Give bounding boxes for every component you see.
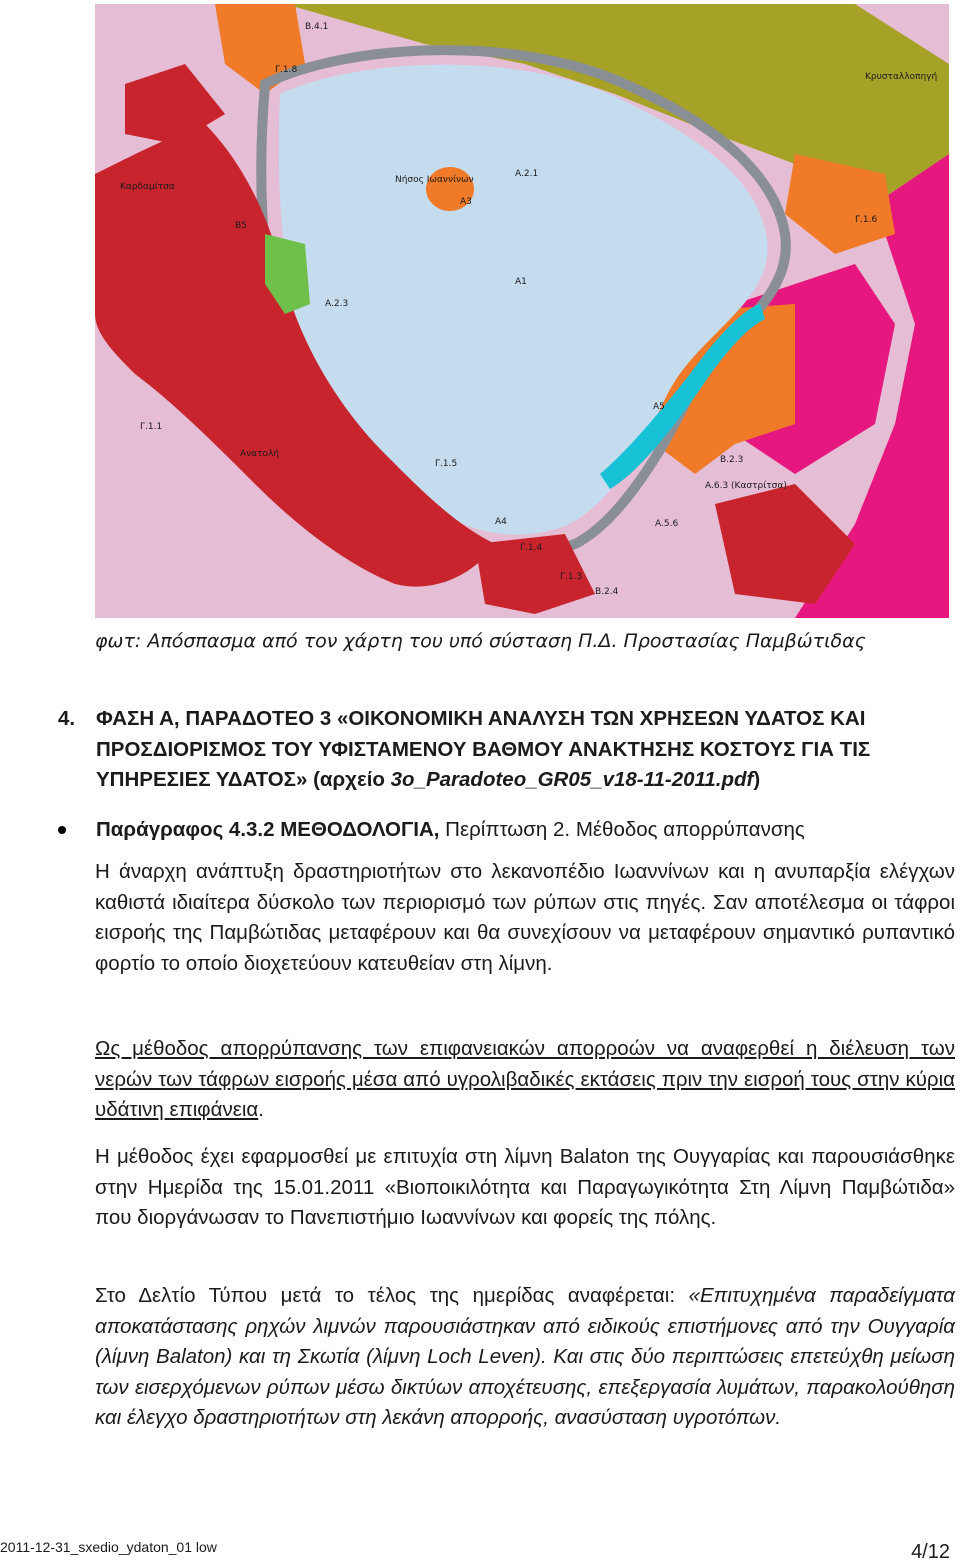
paragraph-2: [95, 1034, 955, 1126]
figure-caption: φωτ: Απόσπασμα από τον χάρτη του υπό σύσταση Π.Δ. Προστασίας Παμβώτιδας: [95, 630, 866, 652]
map-label: A4: [495, 517, 507, 527]
paragraph-3: Η μέθοδος έχει εφαρμοσθεί με επιτυχία στη λίμνη Balaton της Ουγγαρίας και παρουσιάσθηκε στην Ημερίδα της 15.01.2011 «Βιοποικιλότητα και Παραγωγικότητα Στη Λίμνη Παμβώτιδα» που διοργάνωσαν το Πανεπιστήμιο Ιωαννίνων και φορείς της πόλης.: [95, 1145, 955, 1230]
map-label: Γ.1.1: [140, 422, 163, 432]
page-number: 4/12: [911, 1541, 950, 1563]
map-label: A3: [460, 197, 472, 207]
paragraph-4-normal: Στο Δελτίο Τύπου μετά το τέλος της ημερίδας αναφέρεται:: [95, 1284, 689, 1307]
map-label: A.6.3 (Καστρίτσα): [705, 481, 787, 491]
paragraph-4-quote: «Επιτυχημένα παραδείγματα αποκατάστασης ρηχών λιμνών παρουσιάστηκαν από ειδικούς επιστήμονες από την Ουγγαρία (λίμνη Balaton) και τη Σκωτία (λίμνη Loch Leven). Και στις δύο περιπτώσεις επετεύχθη μείωση των εισερχόμενων ρύπων μέσω δικτύων αποχέτευσης, επεξεργασία λυμάτων, παρακολούθηση και έλεγχο δραστηριοτήτων στη λεκάνη απορροής, ανασύσταση υγροτόπων.: [95, 1284, 956, 1430]
section-title-text: ΦΑΣΗ Α, ΠΑΡΑΔΟΤΕΟ 3 «ΟΙΚΟΝΟΜΙΚΗ ΑΝΑΛΥΣΗ ΤΩΝ ΧΡΗΣΕΩΝ ΥΔΑΤΟΣ ΚΑΙ ΠΡΟΣΔΙΟΡΙΣΜΟΣ ΤΟΥ ΥΦΙΣΤΑΜΕΝΟΥ ΒΑΘΜΟΥ ΑΝΑΚΤΗΣΗΣ ΚΟΣΤΟΥΣ ΓΙΑ ΤΙΣ ΥΠΗΡΕΣΙΕΣ ΥΔΑΤΟΣ» (αρχείο: [96, 707, 871, 791]
footer-filename: 2011-12-31_sxedio_ydaton_01 low: [0, 1539, 217, 1555]
section-file-name: 3o_Paradoteo_GR05_v18-11-2011.pdf: [390, 768, 754, 791]
bullet-dot: [58, 826, 66, 834]
section-title-close: ): [753, 768, 761, 791]
map-label: Γ.1.3: [560, 572, 583, 582]
paragraph-1: Η άναρχη ανάπτυξη δραστηριοτήτων στο λεκανοπέδιο Ιωαννίνων και η ανυπαρξία ελέγχων καθιστά ιδιαίτερα δύσκολο των περιορισμό των ρύπων στις πηγές. Σαν αποτέλεσμα οι τάφροι εισροής της Παμβώτιδας μεταφέρουν και θα συνεχίσουν να μεταφέρουν σημαντικό ρυπαντικό φορτίο το οποίο διοχετεύουν κατευθείαν στη λίμνη.: [95, 860, 955, 975]
bullet-rest: Περίπτωση 2. Μέθοδος απορρύπανσης: [439, 818, 805, 841]
bullet-text: [96, 815, 958, 845]
map-label: B5: [235, 221, 247, 231]
map-label: A.5.6: [655, 519, 679, 529]
section-heading: [58, 704, 958, 796]
bullet-bold: Παράγραφος 4.3.2 ΜΕΘΟΔΟΛΟΓΙΑ,: [96, 818, 440, 841]
map-label: Γ.1.5: [435, 459, 458, 469]
map-label: Νήσος Ιωαννίνων: [395, 175, 474, 185]
map-label: A.2.3: [325, 299, 349, 309]
section-number: 4.: [58, 707, 76, 730]
map-label: Γ.1.8: [275, 65, 298, 75]
bullet-item: [58, 815, 958, 845]
map-label: B.2.4: [595, 587, 619, 597]
map-label: Κρυσταλλοπηγή: [865, 72, 938, 82]
paragraph-2-end: .: [258, 1098, 264, 1122]
map-label: A1: [515, 277, 527, 287]
paragraph-4: [95, 1281, 955, 1434]
section-title: [96, 704, 958, 796]
map-label: A.2.1: [515, 169, 539, 179]
map-label: B.2.3: [720, 455, 744, 465]
map-label: B.4.1: [305, 22, 329, 32]
map-label: Γ.1.4: [520, 543, 543, 553]
map-figure: [95, 4, 949, 618]
map-label: Καρδαμίτσα: [120, 182, 175, 192]
map-label: A5: [653, 402, 665, 412]
paragraph-2-underlined: Ως μέθοδος απορρύπανσης των επιφανειακών απορροών να αναφερθεί η διέλευση των νερών των τάφρων εισροής μέσα από υγρολιβαδικές εκτάσεις πριν την εισροή τους στην κύρια υδάτινη επιφάνεια: [95, 1037, 955, 1122]
land-use-map: [95, 4, 949, 618]
map-label: Ανατολή: [240, 449, 280, 459]
map-label: Γ.1.6: [855, 215, 878, 225]
